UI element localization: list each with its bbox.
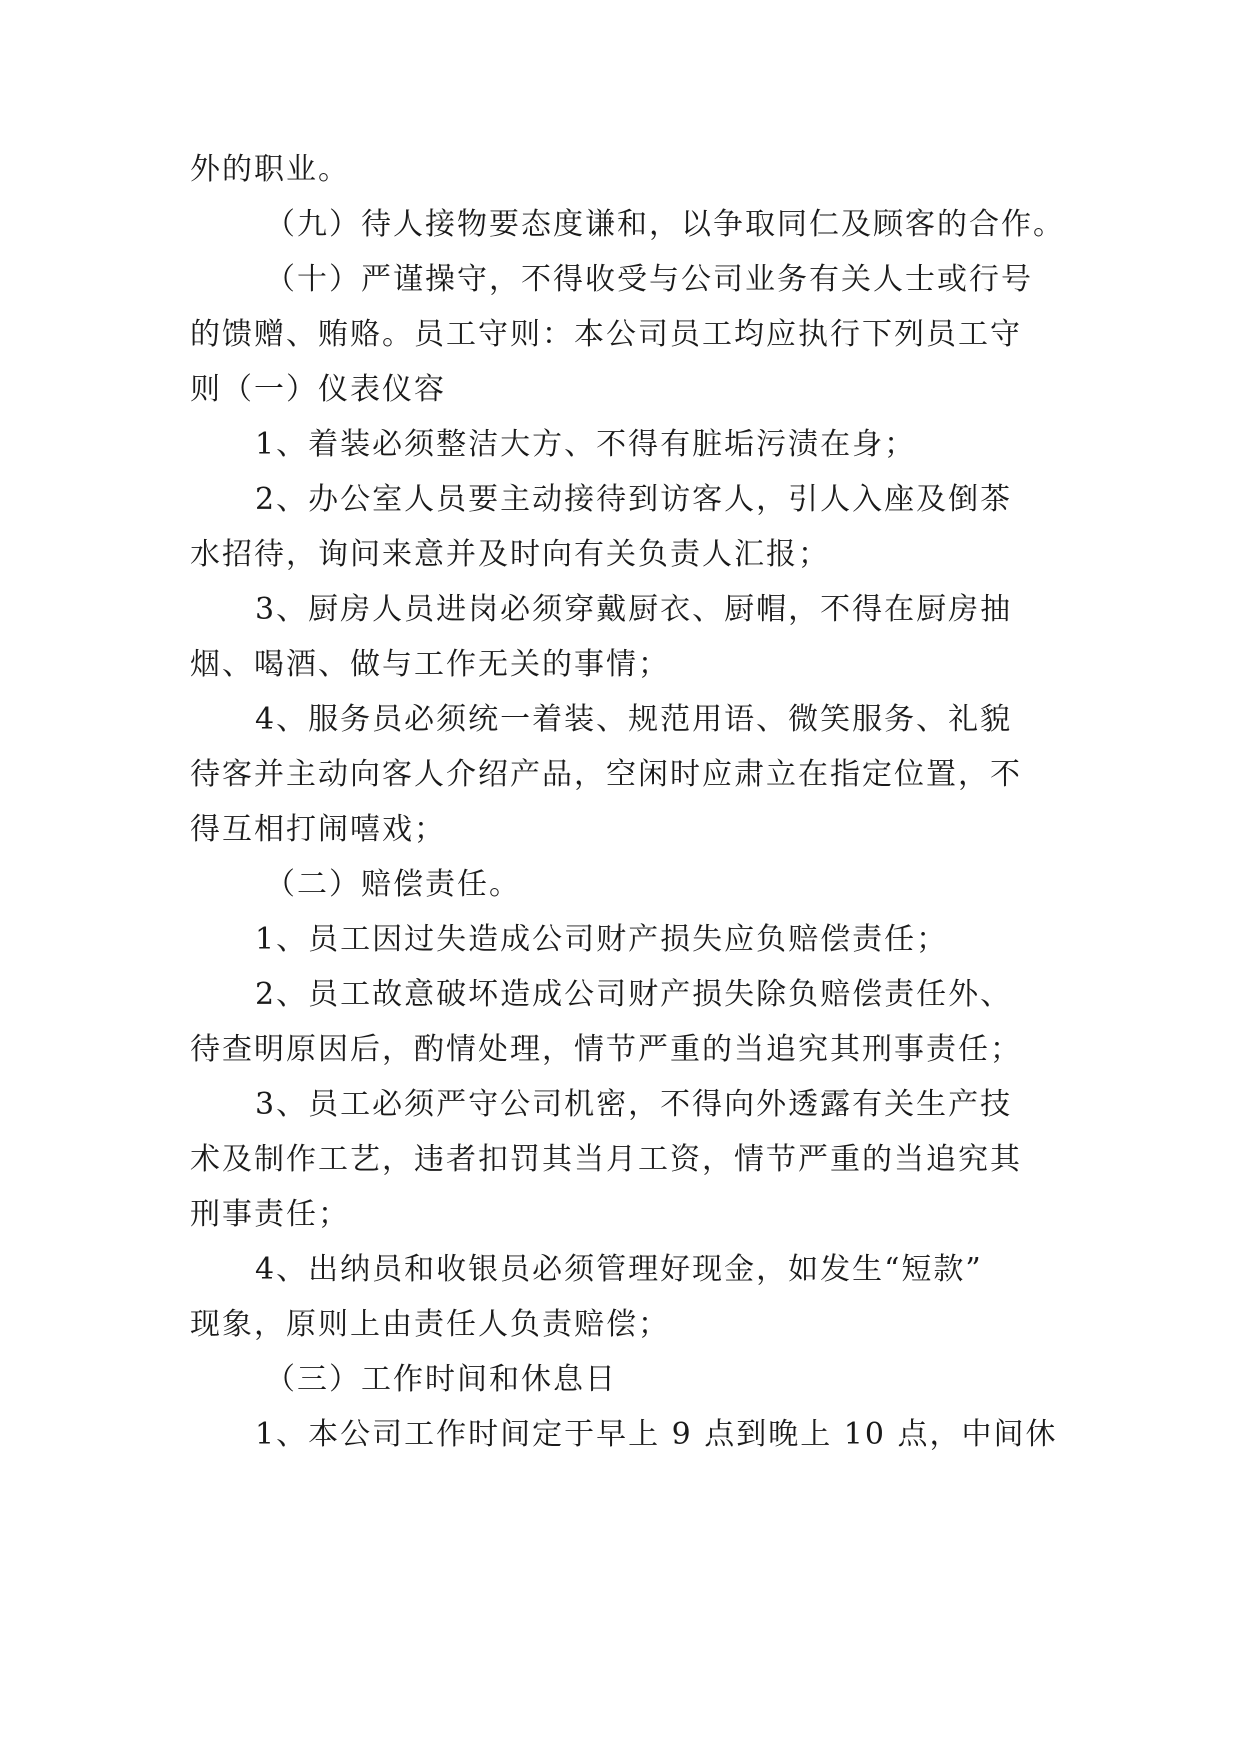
text-line: 4、出纳员和收银员必须管理好现金，如发生“短款”: [255, 1252, 983, 1287]
text-line: 1、本公司工作时间定于早上 9 点到晚上 10 点，中间休: [255, 1417, 1058, 1452]
text-line: 待查明原因后，酌情处理，情节严重的当追究其刑事责任；: [190, 1032, 1022, 1067]
text-line: 2、员工故意破坏造成公司财产损失除负赔偿责任外、: [255, 977, 1013, 1012]
text-line: 1、员工因过失造成公司财产损失应负赔偿责任；: [255, 922, 949, 957]
text-line: 刑事责任；: [190, 1197, 350, 1232]
text-line: 1、着装必须整洁大方、不得有脏垢污渍在身；: [255, 427, 917, 462]
text-line: （二）赔偿责任。: [265, 867, 521, 902]
text-line: 2、办公室人员要主动接待到访客人，引人入座及倒茶: [255, 482, 1013, 517]
text-line: 烟、喝酒、做与工作无关的事情；: [190, 647, 670, 682]
text-line: 的馈赠、贿赂。员工守则：本公司员工均应执行下列员工守: [190, 317, 1022, 352]
text-line: （三）工作时间和休息日: [265, 1362, 617, 1397]
text-line: 则（一）仪表仪容: [190, 372, 446, 407]
text-line: 3、厨房人员进岗必须穿戴厨衣、厨帽，不得在厨房抽: [255, 592, 1013, 627]
text-line: 水招待，询问来意并及时向有关负责人汇报；: [190, 537, 830, 572]
text-line: 现象，原则上由责任人负责赔偿；: [190, 1307, 670, 1342]
text-line: 4、服务员必须统一着装、规范用语、微笑服务、礼貌: [255, 702, 1013, 737]
text-line: （十）严谨操守，不得收受与公司业务有关人士或行号: [265, 262, 1033, 297]
text-line: （九）待人接物要态度谦和，以争取同仁及顾客的合作。: [265, 207, 1065, 242]
text-line: 3、员工必须严守公司机密，不得向外透露有关生产技: [255, 1087, 1013, 1122]
text-line: 待客并主动向客人介绍产品，空闲时应肃立在指定位置，不: [190, 757, 1022, 792]
text-line: 术及制作工艺，违者扣罚其当月工资，情节严重的当追究其: [190, 1142, 1022, 1177]
text-line: 外的职业。: [190, 152, 350, 187]
text-line: 得互相打闹嘻戏；: [190, 812, 446, 847]
